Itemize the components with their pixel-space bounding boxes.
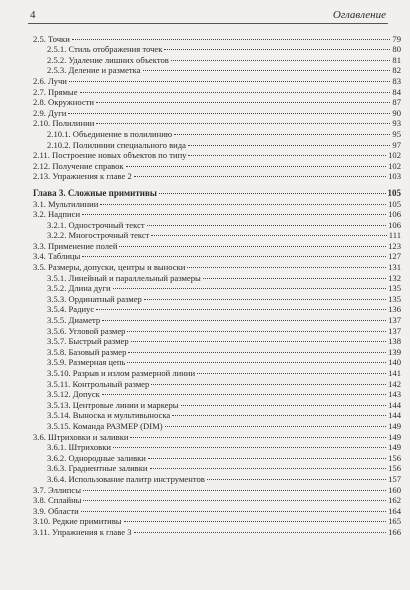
toc-entry-title: 3.9. Области <box>33 505 79 516</box>
toc-entry-page: 106 <box>388 219 401 230</box>
dot-leader <box>203 270 386 281</box>
toc-entry-title: 2.10.1. Объединение в полилинию <box>47 128 173 139</box>
dot-leader <box>165 418 387 429</box>
toc-entry[interactable] <box>33 73 401 84</box>
page-header <box>28 5 388 24</box>
dot-leader <box>159 185 386 196</box>
toc-entry-page: 149 <box>388 420 401 431</box>
toc-entry-page: 93 <box>392 118 401 129</box>
toc-entry-title: 3.5.6. Угловой размер <box>47 325 126 336</box>
toc-entry-title: 3.1. Мультилинии <box>33 198 99 209</box>
toc-entry[interactable] <box>33 514 401 525</box>
dot-leader <box>197 365 386 376</box>
toc-entry-title: 3.5.12. Допуск <box>47 389 100 400</box>
toc-entry[interactable] <box>33 249 401 260</box>
dot-leader <box>207 471 386 482</box>
toc-entry-title: 3.5.8. Базовый размер <box>47 346 127 357</box>
toc-entry-title: 2.8. Окружности <box>33 97 95 108</box>
toc-entry-page: 106 <box>388 209 401 220</box>
toc-entry-title: 2.5. Точки <box>33 33 70 44</box>
toc-entry[interactable] <box>33 259 401 273</box>
toc-entry-title: 2.9. Дуги <box>33 107 67 118</box>
dot-leader <box>134 524 387 535</box>
dot-leader <box>164 42 390 53</box>
dot-leader <box>96 95 390 106</box>
dot-leader <box>188 137 390 148</box>
toc-entry-page: 162 <box>388 495 401 506</box>
toc-entry-page: 97 <box>392 139 401 150</box>
dot-leader <box>69 73 391 84</box>
toc-entry-page: 102 <box>388 150 401 161</box>
toc-entry-title: 3.2.1. Однострочный текст <box>47 219 145 230</box>
toc-entry[interactable] <box>33 207 401 218</box>
dot-leader <box>172 408 386 419</box>
toc-entry-title: 3.2.2. Многострочный текст <box>47 230 150 241</box>
dot-leader <box>130 429 386 440</box>
dot-leader <box>188 148 386 159</box>
toc-entry-page: 135 <box>388 283 401 294</box>
toc-entry-page: 87 <box>392 97 401 108</box>
toc-entry-page: 157 <box>388 473 401 484</box>
dot-leader <box>171 52 391 63</box>
toc-entry-title: 3.5.11. Контрольный размер <box>47 378 150 389</box>
toc-entry-title: 3.5.3. Ординатный размер <box>47 293 142 304</box>
toc-entry-page: 123 <box>388 240 401 251</box>
toc-entry-page: 95 <box>392 128 401 139</box>
toc-entry-title: 3.5.10. Разрыв и излом размерной линии <box>47 368 196 378</box>
running-title: Оглавление <box>332 9 386 21</box>
toc-entry-title: 3.8. Сплайны <box>33 495 82 506</box>
dot-leader <box>127 355 386 366</box>
toc-entry-page: 90 <box>392 107 401 118</box>
toc-entry-title: 3.7. Эллипсы <box>33 484 81 495</box>
toc-entry[interactable] <box>33 31 401 42</box>
toc-entry-title: 3.6.4. Использование палитр инструментов <box>47 473 205 484</box>
toc-entry-page: 144 <box>388 399 401 410</box>
toc-entry-page: 79 <box>392 33 401 44</box>
toc-entry-title: 3.5.1. Линейный и параллельный размеры <box>47 272 201 283</box>
toc-entry-page: 105 <box>387 187 401 198</box>
toc-entry-title: 3.5.15. Команда РАЗМЕР (DIM) <box>47 420 163 431</box>
toc-entry-title: 3.6.3. Градиентные заливки <box>47 463 148 474</box>
dot-leader <box>148 450 386 461</box>
toc-entry-page: 80 <box>392 44 401 55</box>
toc-entry-title: 3.5.5. Диаметр <box>47 315 101 326</box>
toc-entry-title: 2.7. Прямые <box>33 86 78 97</box>
toc-entry-title: 3.5.7. Быстрый размер <box>47 336 129 347</box>
toc-entry-page: 83 <box>392 75 401 86</box>
dot-leader <box>144 291 386 302</box>
toc-entry-title: 3.11. Упражнения к главе 3 <box>33 526 132 537</box>
dot-leader <box>83 493 386 504</box>
dot-leader <box>102 312 386 323</box>
toc-entry-page: 137 <box>388 315 401 326</box>
toc-entry-title: 2.12. Получение справок <box>33 160 124 171</box>
dot-leader <box>82 207 386 218</box>
toc-entry[interactable] <box>33 116 401 127</box>
toc-entry-title: 3.5.4. Радиус <box>47 304 95 315</box>
toc-entry-page: 156 <box>388 463 401 474</box>
toc-entry-title: 3.5.13. Центровые линии и маркеры <box>47 399 179 410</box>
toc-entry-page: 149 <box>388 442 401 453</box>
toc-entry-page: 103 <box>388 171 401 182</box>
toc-entry-page: 82 <box>392 65 401 76</box>
dot-leader <box>83 482 386 493</box>
table-of-contents <box>33 31 401 535</box>
toc-entry-title: 3.2. Надписи <box>33 209 81 220</box>
dot-leader <box>119 238 386 249</box>
dot-leader <box>100 196 386 207</box>
toc-entry[interactable] <box>33 217 401 228</box>
toc-entry-page: 135 <box>388 293 401 304</box>
toc-entry-page: 131 <box>388 262 401 273</box>
toc-entry-title: 3.6.2. Однородные заливки <box>47 452 146 463</box>
dot-leader <box>147 217 386 228</box>
toc-entry-title: 2.11. Построение новых объектов по типу <box>33 150 187 161</box>
toc-entry-page: 164 <box>388 505 401 516</box>
toc-entry[interactable] <box>33 503 401 514</box>
toc-entry-title: 2.10.2. Полилинии специального вида <box>47 139 186 150</box>
toc-entry[interactable] <box>33 493 401 504</box>
toc-entry-page: 136 <box>388 304 401 315</box>
toc-entry-title: 2.5.2. Удаление лишних объектов <box>47 54 169 65</box>
toc-entry-title: 2.5.3. Деление и разметка <box>47 65 141 76</box>
toc-entry-page: 143 <box>388 389 401 400</box>
dot-leader <box>134 169 386 180</box>
toc-entry-page: 144 <box>388 410 401 421</box>
toc-entry-title: 3.3. Применение полей <box>33 240 118 251</box>
dot-leader <box>68 105 390 116</box>
toc-entry-title: 3.4. Таблицы <box>33 251 81 262</box>
toc-entry-title: 3.6.1. Штриховки <box>47 442 112 453</box>
dot-leader <box>127 323 386 334</box>
dot-leader <box>72 31 391 42</box>
toc-entry-title: 3.5. Размеры, допуски, центры и выноски <box>33 262 186 273</box>
dot-leader <box>143 63 391 74</box>
toc-entry-page: 138 <box>388 336 401 347</box>
toc-entry-page: 102 <box>388 160 401 171</box>
toc-entry-title: 3.5.9. Размерная цепь <box>47 357 126 368</box>
toc-entry-title: 2.6. Лучи <box>33 75 67 86</box>
dot-leader <box>131 334 386 345</box>
toc-entry-title: 2.10. Полилинии <box>33 118 95 129</box>
toc-entry-page: 166 <box>388 526 401 537</box>
dot-leader <box>150 461 387 472</box>
toc-entry-page: 81 <box>392 54 401 65</box>
dot-leader <box>102 387 386 398</box>
toc-entry-title: 2.13. Упражнения к главе 2 <box>33 171 132 182</box>
toc-entry[interactable] <box>33 95 401 106</box>
toc-entry[interactable] <box>33 482 401 493</box>
dot-leader <box>124 514 387 525</box>
toc-entry-page: 156 <box>388 452 401 463</box>
dot-leader <box>174 126 390 137</box>
toc-entry-page: 137 <box>388 325 401 336</box>
toc-entry-page: 111 <box>388 230 401 241</box>
toc-entry-title: 2.5.1. Стиль отображения точек <box>47 44 163 55</box>
toc-entry-page: 160 <box>388 484 401 495</box>
toc-entry[interactable] <box>33 84 401 95</box>
toc-entry-title: 3.6. Штриховки и заливки <box>33 431 129 442</box>
toc-entry-page: 140 <box>388 357 401 368</box>
page-number: 4 <box>30 9 36 21</box>
toc-entry-page: 127 <box>388 251 401 262</box>
toc-entry[interactable] <box>33 105 401 116</box>
dot-leader <box>81 503 386 514</box>
toc-entry-page: 149 <box>388 431 401 442</box>
dot-leader <box>96 302 386 313</box>
dot-leader <box>151 376 386 387</box>
toc-entry-page: 142 <box>388 378 401 389</box>
toc-entry-page: 84 <box>392 86 401 97</box>
toc-entry-page: 139 <box>388 346 401 357</box>
toc-entry[interactable] <box>33 42 401 53</box>
toc-entry-page: 105 <box>388 198 401 209</box>
toc-entry-title: 3.10. Редкие примитивы <box>33 516 122 527</box>
toc-entry-title: 3.5.2. Длина дуги <box>47 283 111 294</box>
dot-leader <box>113 440 386 451</box>
toc-entry-page: 141 <box>388 368 401 378</box>
toc-entry-page: 165 <box>388 516 401 527</box>
dot-leader <box>128 344 386 355</box>
dot-leader <box>151 228 386 239</box>
dot-leader <box>80 84 391 95</box>
dot-leader <box>82 249 386 260</box>
dot-leader <box>181 397 387 408</box>
dot-leader <box>113 281 387 292</box>
dot-leader <box>187 259 386 270</box>
toc-entry-page: 132 <box>388 272 401 283</box>
toc-entry-title: 3.5.14. Выноска и мультивыноска <box>47 410 171 421</box>
dot-leader <box>96 116 390 127</box>
toc-chapter-entry[interactable] <box>33 185 401 196</box>
dot-leader <box>126 158 387 169</box>
toc-entry-title: Глава 3. Сложные примитивы <box>33 187 157 198</box>
